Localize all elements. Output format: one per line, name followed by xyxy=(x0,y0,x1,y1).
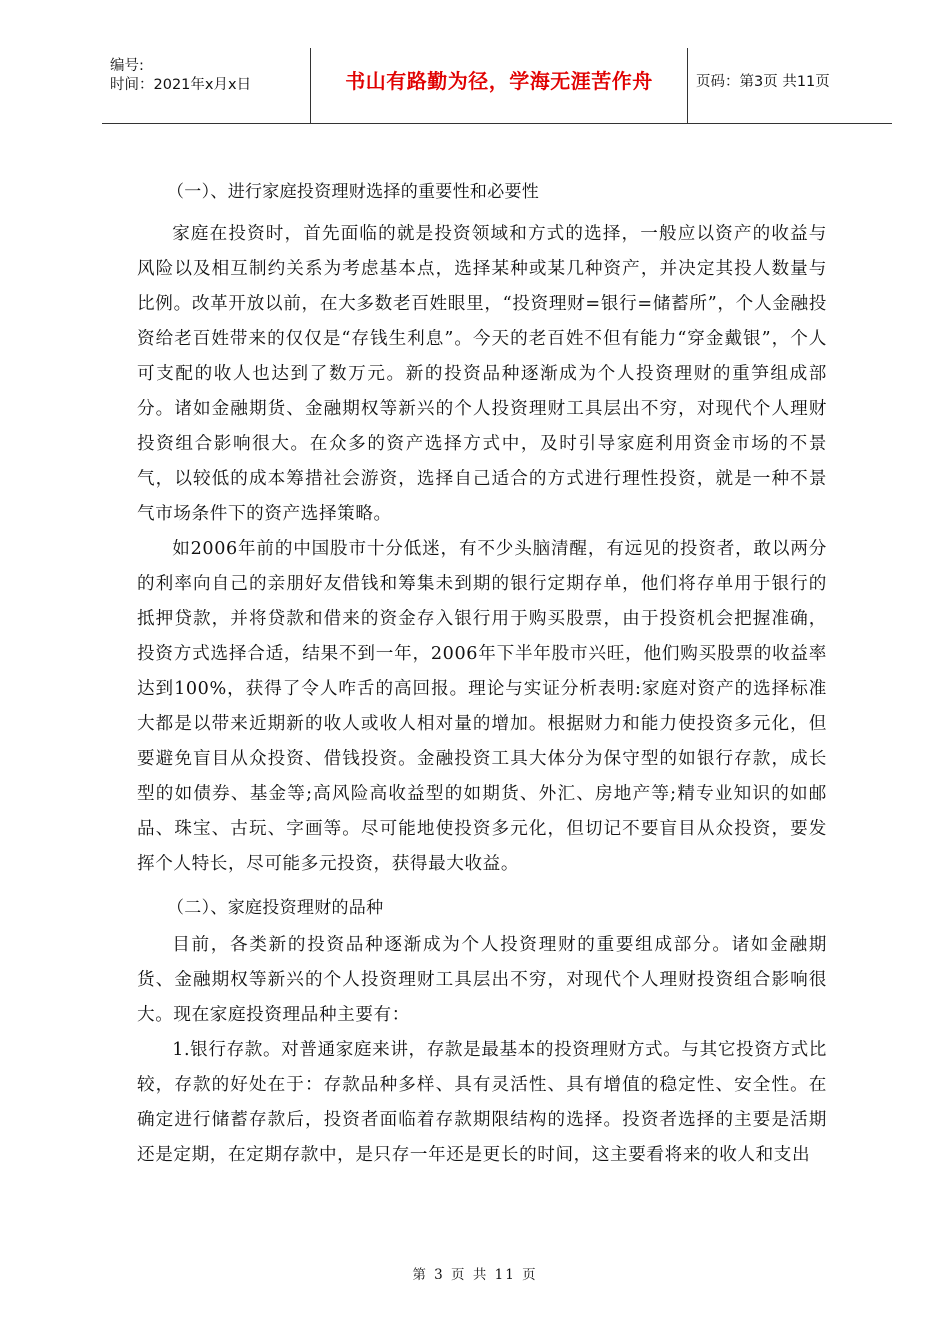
section-heading-2: （二）、家庭投资理财的品种 xyxy=(167,898,384,918)
page-header xyxy=(102,48,892,124)
document-body xyxy=(137,180,827,1173)
header-meta xyxy=(102,48,311,123)
document-number-label: 编号: xyxy=(110,58,144,74)
paragraph-3: 目前，各类新的投资品种逐渐成为个人投资理财的重要组成部分。诸如金融期货、金融期权等新兴的个人投资理财工具层出不穷，对现代个人理财投资组合影响很大。现在家庭投资理品种主要有： xyxy=(137,935,827,1025)
header-page-info: 页码：第3页 共11页 xyxy=(696,74,830,90)
header-motto-cell xyxy=(311,48,688,123)
section-heading-1: （一）、进行家庭投资理财选择的重要性和必要性 xyxy=(167,182,540,202)
header-page-info-cell xyxy=(688,38,892,123)
paragraph-1: 家庭在投资时，首先面临的就是投资领域和方式的选择，一般应以资产的收益与风险以及相互制约关系为考虑基本点，选择某种或某几种资产，并决定其投人数量与比例。改革开放以前，在大多数老百姓眼里，“投资理财=银行=储蓄所”，个人金融投资给老百姓带来的仅仅是“存钱生利息”。今天的老百姓不但有能力“穿金戴银”，个人可支配的收人也达到了数万元。新的投资品种逐渐成为个人投资理财的重笋组成部分。诸如金融期货、金融期权等新兴的个人投资理财工具层出不穷，对现代个人理财投资组合影响很大。在众多的资产选择方式中，及时引导家庭利用资金市场的不景气，以较低的成本筹措社会游资，选择自己适合的方式进行理性投资，就是一种不景气市场条件下的资产选择策略。 xyxy=(137,224,827,524)
header-motto: 书山有路勤为径，学海无涯苦作舟 xyxy=(345,69,653,93)
page-footer: 第 3 页 共 11 页 xyxy=(412,1267,538,1283)
paragraph-2: 如2006年前的中国股市十分低迷，有不少头脑清醒，有远见的投资者，敢以两分的利率向自己的亲朋好友借钱和筹集未到期的银行定期存单，他们将存单用于银行的抵押贷款，并将贷款和借来的资金存入银行用于购买股票，由于投资机会把握准确，投资方式选择合适，结果不到一年，2006年下半年股市兴旺，他们购买股票的收益率达到100%，获得了令人咋舌的高回报。理论与实证分析表明:家庭对资产的选择标准大都是以带来近期新的收人或收人相对量的增加。根据财力和能力使投资多元化，但要避免盲目从众投资、借钱投资。金融投资工具大体分为保守型的如银行存款，成长型的如债券、基金等;高风险高收益型的如期货、外汇、房地产等;精专业知识的如邮品、珠宝、古玩、字画等。尽可能地使投资多元化，但切记不要盲目从众投资，要发挥个人特长，尽可能多元投资，获得最大收益。 xyxy=(137,539,827,874)
paragraph-4: 1.银行存款。对普通家庭来讲，存款是最基本的投资理财方式。与其它投资方式比较，存款的好处在于：存款品种多样、具有灵活性、具有增值的稳定性、安全性。在确定进行储蓄存款后，投资者面临着存款期限结构的选择。投资者选择的主要是活期还是定期，在定期存款中，是只存一年还是更长的时间，这主要看将来的收人和支出 xyxy=(137,1040,827,1165)
document-time-label: 时间：2021年x月x日 xyxy=(110,77,252,93)
